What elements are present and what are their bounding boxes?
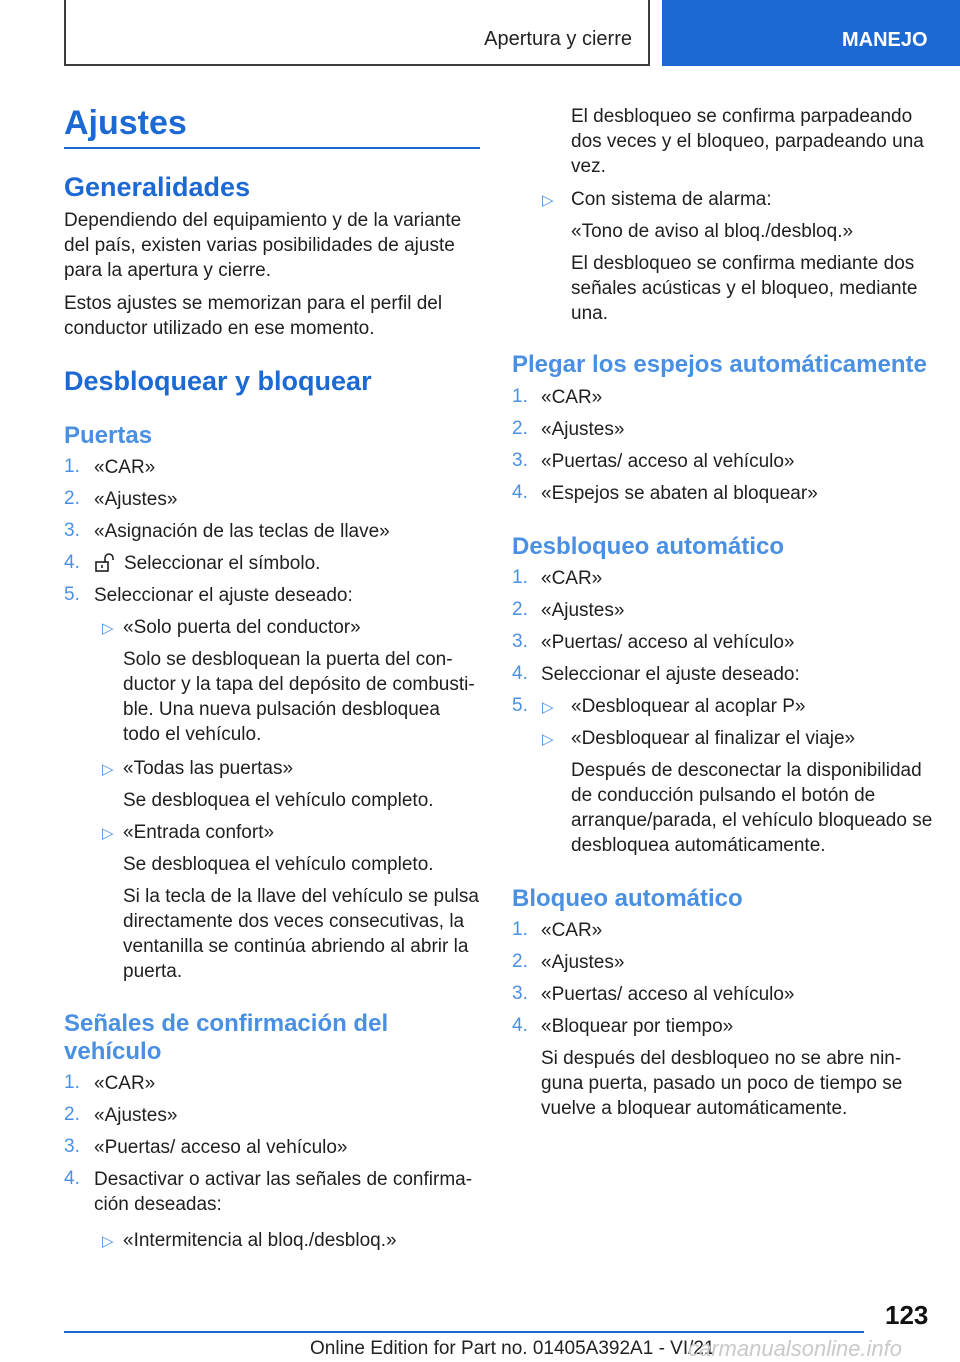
option-todas: «Todas las puertas» <box>123 758 294 779</box>
option-bullet-icon: ▷ <box>102 620 114 637</box>
footer-rule <box>64 1331 864 1333</box>
option-confort-note-2: directamente dos veces consecutivas, la <box>123 911 465 932</box>
option-bullet-icon: ▷ <box>542 192 554 209</box>
autounlock-step-3: «Puertas/ acceso al vehículo» <box>541 632 795 653</box>
signals-opt1-desc-2: dos veces y el bloqueo, parpadeando una <box>571 131 924 152</box>
option-confort-note-1: Si la tecla de la llave del vehículo se pulsa <box>123 886 479 907</box>
autolock-step-4: «Bloquear por tiempo» <box>541 1016 734 1037</box>
general-p1-line2: del país, existen varias posibilidades de ajuste <box>64 235 455 256</box>
autounlock-step-2: «Ajustes» <box>541 600 625 621</box>
general-p2-line2: conductor utilizado en ese momento. <box>64 318 375 339</box>
page-number: 123 <box>885 1300 929 1330</box>
step-number: 3. <box>512 631 528 652</box>
general-p2-line1: Estos ajustes se memorizan para el perfil del <box>64 293 443 314</box>
doors-step-2: «Ajustes» <box>94 489 178 510</box>
heading-bloqueo-auto: Bloqueo automático <box>512 885 743 912</box>
doors-step-3: «Asignación de las teclas de llave» <box>94 521 390 542</box>
option-confort-note-4: puerta. <box>123 961 183 982</box>
autolock-step-1: «CAR» <box>541 920 603 941</box>
step-number: 1. <box>512 567 528 588</box>
option-bullet-icon: ▷ <box>102 1233 114 1250</box>
autolock-step-3: «Puertas/ acceso al vehículo» <box>541 984 795 1005</box>
autounlock-step-4: Seleccionar el ajuste deseado: <box>541 664 800 685</box>
option-solo-desc-3: ble. Una nueva pulsación desbloquea <box>123 699 440 720</box>
heading-generalidades: Generalidades <box>64 172 251 202</box>
step-number: 3. <box>64 1136 80 1157</box>
autounlock-opt2-desc-4: desbloquea automáticamente. <box>571 835 826 856</box>
doors-step-1: «CAR» <box>94 457 156 478</box>
option-confort: «Entrada confort» <box>123 822 275 843</box>
step-number: 4. <box>64 1168 80 1189</box>
step-number: 4. <box>512 663 528 684</box>
option-solo-conductor: «Solo puerta del conductor» <box>123 617 361 638</box>
heading-desbloqueo-auto: Desbloqueo automático <box>512 533 785 560</box>
footer-edition: Online Edition for Part no. 01405A392A1 - VI/21 <box>310 1338 715 1359</box>
signals-opt1-desc-1: El desbloqueo se confirma parpadeando <box>571 106 913 127</box>
header-chapter-tab[interactable] <box>662 0 960 66</box>
signals-option-intermitencia: «Intermitencia al bloq./desbloq.» <box>123 1230 397 1251</box>
signals-step-2: «Ajustes» <box>94 1105 178 1126</box>
general-p1-line3: para la apertura y cierre. <box>64 260 271 281</box>
mirrors-step-1: «CAR» <box>541 387 603 408</box>
heading-desbloquear: Desbloquear y bloquear <box>64 366 372 396</box>
step-number: 3. <box>512 983 528 1004</box>
header-section-title: Apertura y cierre <box>484 28 632 50</box>
signals-opt1-desc-3: vez. <box>571 156 606 177</box>
step-number: 1. <box>512 386 528 407</box>
title-rule <box>64 147 480 149</box>
step-number: 2. <box>512 599 528 620</box>
option-solo-desc-2: ductor y la tapa del depósito de combusti- <box>123 674 475 695</box>
header-section-box <box>64 0 650 66</box>
autolock-desc-1: Si después del desbloqueo no se abre nin- <box>541 1048 902 1069</box>
autolock-step-2: «Ajustes» <box>541 952 625 973</box>
signals-step-1: «CAR» <box>94 1073 156 1094</box>
step-number: 4. <box>64 552 80 573</box>
step-number: 3. <box>512 450 528 471</box>
page-title: Ajustes <box>64 104 187 142</box>
autounlock-option-acoplar: «Desbloquear al acoplar P» <box>571 696 806 717</box>
unlock-icon <box>94 553 116 571</box>
mirrors-step-2: «Ajustes» <box>541 419 625 440</box>
heading-espejos: Plegar los espejos automáticamente <box>512 351 927 378</box>
heading-senales-line1: Señales de confirmación del <box>64 1010 389 1037</box>
signals-step-4-line1: Desactivar o activar las señales de confirma- <box>94 1169 473 1190</box>
step-number: 1. <box>64 1072 80 1093</box>
step-number: 2. <box>64 1104 80 1125</box>
autolock-desc-2: guna puerta, pasado un poco de tiempo se <box>541 1073 903 1094</box>
doors-step-4: Seleccionar el símbolo. <box>124 553 321 574</box>
step-number: 4. <box>512 1015 528 1036</box>
autounlock-opt2-desc-3: arranque/parada, el vehículo bloqueado se <box>571 810 933 831</box>
option-confort-note-3: ventanilla se continúa abriendo al abrir la <box>123 936 469 957</box>
heading-senales-line2: vehículo <box>64 1038 162 1065</box>
option-todas-desc: Se desbloquea el vehículo completo. <box>123 790 434 811</box>
autounlock-opt2-desc-2: de conducción pulsando el botón de <box>571 785 876 806</box>
step-number: 3. <box>64 520 80 541</box>
signals-step-3: «Puertas/ acceso al vehículo» <box>94 1137 348 1158</box>
watermark-text: carmanualsonline.info <box>688 1336 903 1361</box>
mirrors-step-3: «Puertas/ acceso al vehículo» <box>541 451 795 472</box>
step-number: 5. <box>512 695 528 716</box>
signals-opt2-desc-3: una. <box>571 303 608 324</box>
signals-opt2-alarm: Con sistema de alarma: <box>571 189 772 210</box>
step-number: 1. <box>512 919 528 940</box>
header-chapter-label: MANEJO <box>842 29 928 51</box>
signals-opt2-title: «Tono de aviso al bloq./desbloq.» <box>571 221 854 242</box>
autounlock-option-viaje: «Desbloquear al finalizar el viaje» <box>571 728 856 749</box>
mirrors-step-4: «Espejos se abaten al bloquear» <box>541 483 818 504</box>
option-confort-desc: Se desbloquea el vehículo completo. <box>123 854 434 875</box>
heading-puertas: Puertas <box>64 422 153 449</box>
step-number: 2. <box>64 488 80 509</box>
option-solo-desc-4: todo el vehículo. <box>123 724 262 745</box>
autounlock-opt2-desc-1: Después de desconectar la disponibilidad <box>571 760 922 781</box>
autolock-desc-3: vuelve a bloquear automáticamente. <box>541 1098 848 1119</box>
signals-step-4-line2: ción deseadas: <box>94 1194 222 1215</box>
autounlock-step-1: «CAR» <box>541 568 603 589</box>
signals-opt2-desc-2: señales acústicas y el bloqueo, mediante <box>571 278 918 299</box>
step-number: 5. <box>64 584 80 605</box>
option-bullet-icon: ▷ <box>542 731 554 748</box>
step-number: 2. <box>512 951 528 972</box>
general-p1-line1: Dependiendo del equipamiento y de la variante <box>64 210 462 231</box>
option-bullet-icon: ▷ <box>542 699 554 716</box>
option-bullet-icon: ▷ <box>102 761 114 778</box>
signals-opt2-desc-1: El desbloqueo se confirma mediante dos <box>571 253 915 274</box>
step-number: 1. <box>64 456 80 477</box>
doors-step-5: Seleccionar el ajuste deseado: <box>94 585 353 606</box>
option-bullet-icon: ▷ <box>102 825 114 842</box>
step-number: 2. <box>512 418 528 439</box>
option-solo-desc-1: Solo se desbloquean la puerta del con- <box>123 649 453 670</box>
step-number: 4. <box>512 482 528 503</box>
